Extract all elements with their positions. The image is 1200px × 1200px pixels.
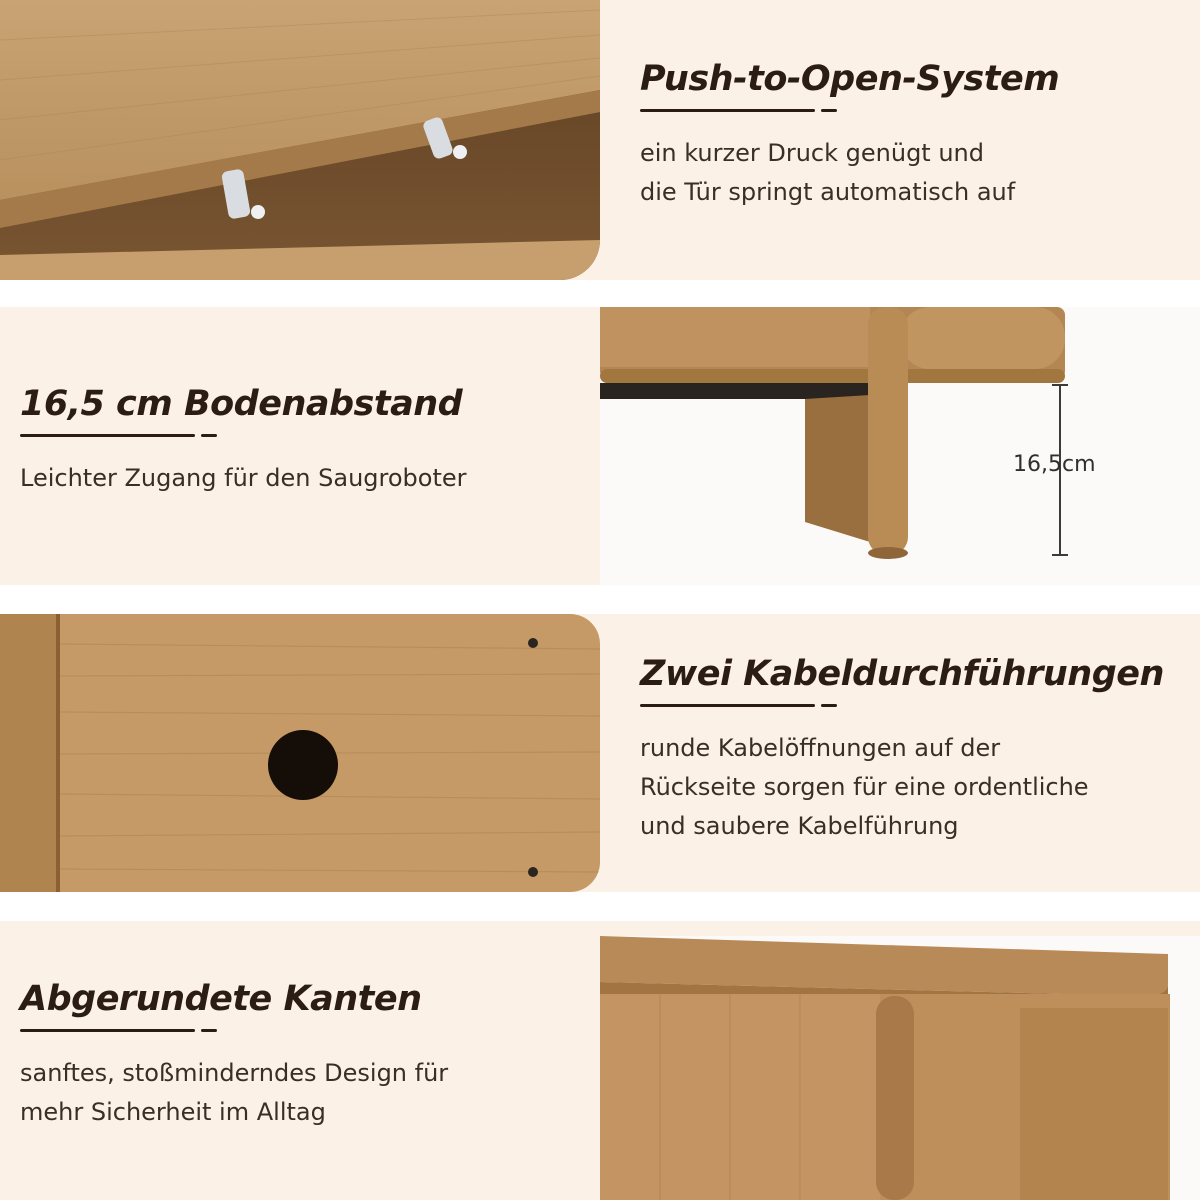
rounded-edges-illustration [600,936,1200,1200]
description-line: Rückseite sorgen für eine ordentliche [640,772,1089,801]
heading-underline [640,704,1164,707]
description-line: mehr Sicherheit im Alltag [20,1097,326,1126]
push-to-open-description [640,134,1059,212]
description-line: ein kurzer Druck genügt und [640,138,985,167]
cable-outlet-photo [0,614,600,892]
cable-outlet-illustration [0,614,600,892]
push-to-open-photo [0,0,600,280]
cable-hole-icon [268,730,338,800]
rounded-edges-heading: Abgerundete Kanten [20,979,422,1019]
clearance-dimension-label: 16,5cm [1013,452,1096,477]
push-to-open-illustration [0,0,600,280]
heading-underline [640,109,1059,112]
screw-icon [528,638,538,648]
push-to-open-text-block [640,60,1059,212]
heading-underline [20,1029,448,1032]
ground-clearance-text-block [20,385,467,498]
ground-clearance-illustration [600,307,1200,585]
ground-clearance-photo [600,307,1200,585]
description-line: und saubere Kabelführung [640,811,959,840]
description-line: Leichter Zugang für den Saugroboter [20,463,467,492]
rounded-edges-photo [600,936,1200,1200]
heading-underline [20,434,467,437]
rounded-edges-text-block [20,980,448,1132]
ground-clearance-description [20,459,467,498]
push-to-open-heading: Push-to-Open-System [640,59,1060,99]
ground-clearance-heading: 16,5 cm Bodenabstand [20,384,463,424]
cable-outlets-description [640,729,1164,846]
cable-outlets-heading: Zwei Kabeldurchführungen [640,654,1164,694]
description-line: sanftes, stoßminderndes Design für [20,1058,449,1087]
description-line: runde Kabelöffnungen auf der [640,733,1001,762]
description-line: die Tür springt automatisch auf [640,177,1016,206]
rounded-edges-description [20,1054,448,1132]
screw-icon [528,867,538,877]
cable-outlets-text-block [640,655,1164,846]
